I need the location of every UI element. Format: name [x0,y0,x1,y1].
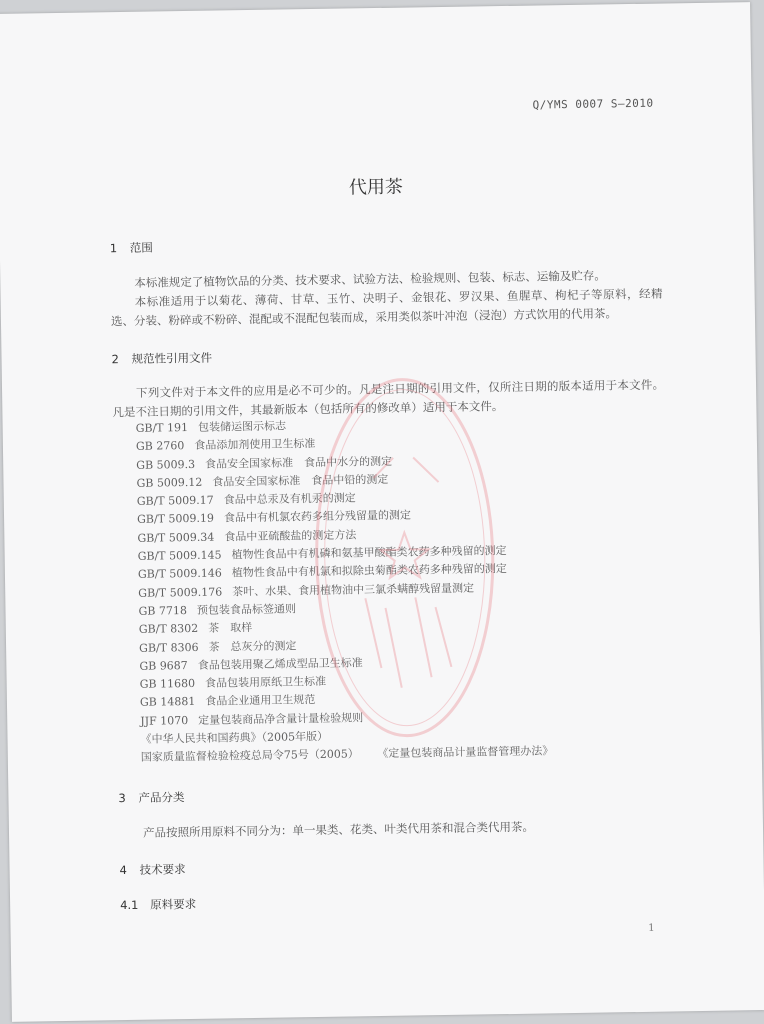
reference-item: GB/T 5009.176 茶叶、水果、食用植物油中三氯杀螨醇残留量测定 [138,581,475,600]
normative-intro: 下列文件对于本文件的应用是必不可少的。凡是注日期的引用文件，仅所注日期的版本适用于本文件。凡是不注日期的引用文件，其最新版本（包括所有的修改单）适用于本文件。 [112,377,665,419]
reference-item: GB/T 5009.34 食品中亚硫酸盐的测定方法 [137,528,357,545]
page-number: 1 [648,922,655,934]
reference-item: GB/T 8302 茶 取样 [138,621,253,637]
reference-item: 《中华人民共和国药典》（2005年版） [140,729,329,746]
document-title: 代用茶 [348,176,404,199]
reference-item: JJF 1070 定量包装商品净含量计量检验规则 [140,711,364,728]
reference-item: GB/T 191 包装储运图示标志 [135,419,287,435]
document-page [0,2,764,1022]
reference-list [136,413,554,767]
reference-item: GB 11680 食品包装用原纸卫生标准 [139,675,327,691]
reference-item: GB/T 5009.17 食品中总汞及有机汞的测定 [136,491,356,509]
section-heading-raw-materials: 4.1 原料要求 [120,896,197,913]
document-code: Q/YMS 0007 S—2010 [532,96,654,112]
reference-item: GB/T 5009.145 植物性食品中有机磷和氨基甲酸酯类农药多种残留的测定 [137,544,507,563]
classification-paragraph: 产品按照所用原料不同分为：单一果类、花类、叶类代用茶和混合类代用茶。 [142,819,535,840]
reference-item: GB 9687 食品包装用聚乙烯成型品卫生标准 [139,656,363,673]
reference-item: GB 14881 食品企业通用卫生规范 [139,693,316,710]
reference-item: GB 7718 预包装食品标签通则 [138,602,296,618]
reference-item: GB 5009.3 食品安全国家标准 食品中水分的测定 [136,454,393,472]
section-heading-normative: 2 规范性引用文件 [111,350,213,367]
scope-paragraph-1: 本标准规定了植物饮品的分类、技术要求、试验方法、检验规则、包装、标志、运输及贮存。 [134,268,606,290]
section-heading-scope: 1 范围 [109,240,153,256]
reference-item: GB 2760 食品添加剂使用卫生标准 [135,437,316,454]
reference-item: GB 5009.12 食品安全国家标准 食品中铅的测定 [136,472,389,490]
scope-paragraph-2: 本标准适用于以菊花、薄荷、甘草、玉竹、决明子、金银花、罗汉果、鱼腥草、枸杞子等原料，经精选、分装、粉碎或不粉碎、混配或不混配包装而成，采用类似茶叶冲泡（浸泡）方式饮用的代用茶。 [110,286,663,328]
section-heading-classification: 3 产品分类 [118,790,185,806]
reference-item: GB/T 5009.146 植物性食品中有机氯和拟除虫菊酯类农药多种残留的测定 [137,562,507,582]
section-heading-technical: 4 技术要求 [119,862,186,878]
reference-item: GB/T 5009.19 食品中有机氯农药多组分残留量的测定 [136,509,412,527]
reference-item: GB/T 8306 茶 总灰分的测定 [139,638,297,655]
reference-item: 国家质量监督检验检疫总局令75号（2005） 《定量包装商品计量监督管理办法》 [140,744,554,765]
